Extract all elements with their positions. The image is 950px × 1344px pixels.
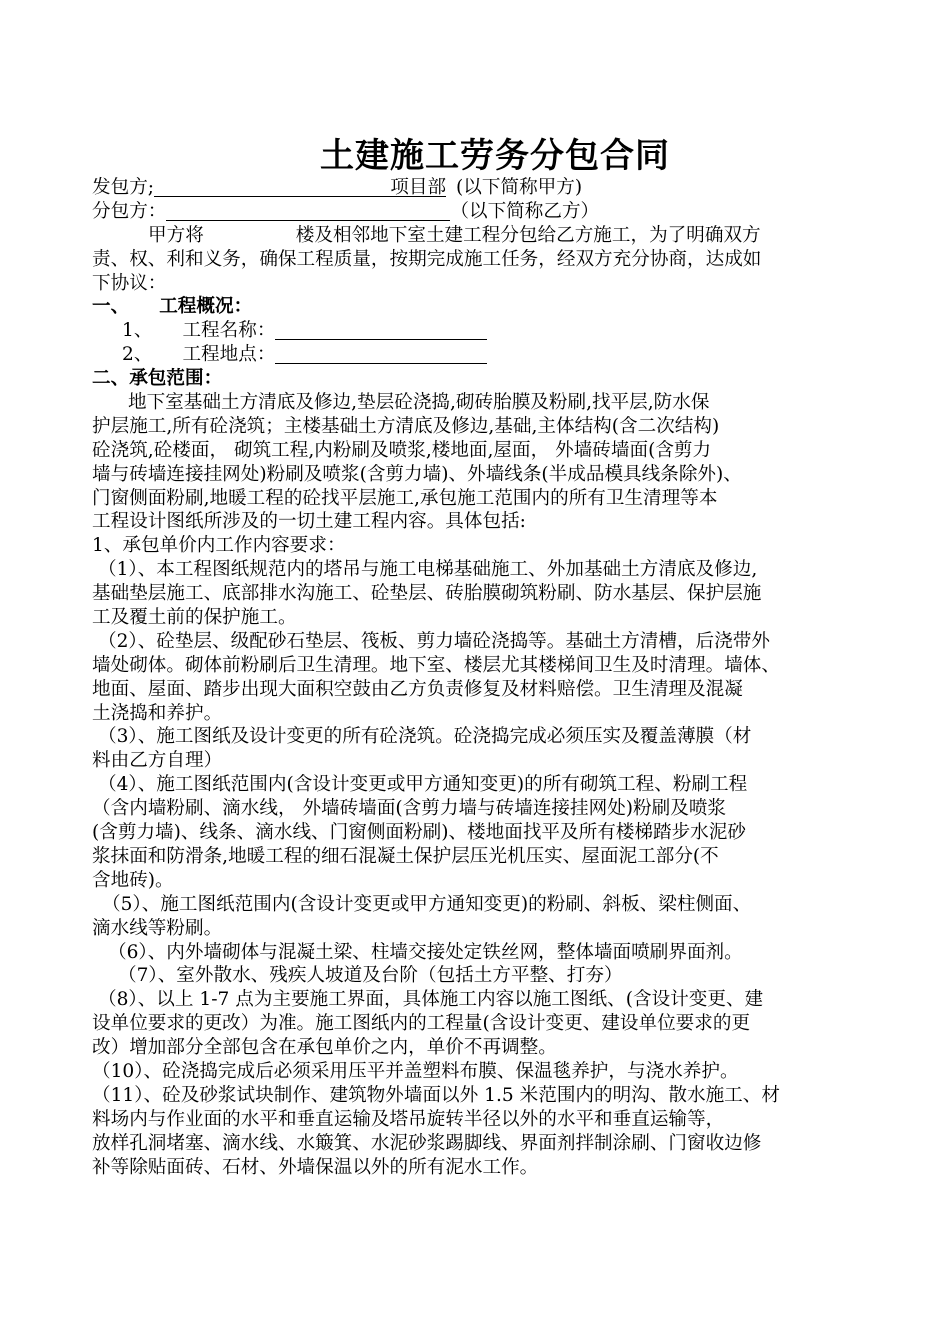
party-b-line — [92, 200, 867, 224]
section-2-heading: 二、承包范围： — [92, 368, 223, 390]
project-location-number: 2、 — [122, 344, 153, 366]
party-b-prefix: 分包方： — [92, 200, 167, 222]
item-11-line: 放样孔洞堵塞、滴水线、水簸箕、水泥砂浆踢脚线、界面剂拌制涂刷、门窗收边修 — [92, 1132, 762, 1154]
item-11-line: （11）、砼及砂浆试块制作、建筑物外墙面以外 1.5 米范围内的明沟、散水施工、材 — [92, 1084, 780, 1106]
scope-para-line: 护层施工,所有砼浇筑；主楼基础土方清底及修边,基础,主体结构(含二次结构) — [92, 415, 720, 437]
item-3-line: （3）、施工图纸及设计变更的所有砼浇筑。砼浇捣完成必须压实及覆盖薄膜（材 — [98, 726, 752, 748]
item-2-line: 墙处砌体。砌体前粉刷后卫生清理。地下室、楼层尤其楼梯间卫生及时清理。墙体、 — [92, 654, 780, 676]
item-4-line: 含地砖)。 — [92, 869, 174, 891]
item-5-line: （5）、施工图纸范围内(含设计变更或甲方通知变更)的粉刷、斜板、梁柱侧面、 — [102, 893, 752, 915]
party-a-prefix: 发包方; — [92, 177, 155, 198]
item-2-line: （2）、砼垫层、级配砂石垫层、筏板、剪力墙砼浇捣等。基础土方清槽，后浇带外 — [98, 630, 770, 652]
scope-para-line: 门窗侧面粉刷,地暖工程的砼找平层施工,承包施工范围内的所有卫生清理等本 — [92, 487, 718, 509]
item-2-line: 地面、屋面、踏步出现大面积空鼓由乙方负责修复及材料赔偿。卫生清理及混凝 — [92, 678, 743, 700]
section-1-number: 一、 — [92, 296, 130, 318]
intro-line-2: 责、权、利和义务，确保工程质量，按期完成施工任务，经双方充分协商，达成如 — [92, 248, 762, 270]
item-3-line: 料由乙方自理） — [92, 750, 223, 772]
item-5-line: 滴水线等粉刷。 — [92, 917, 223, 939]
intro-part-b: 楼及相邻地下室土建工程分包给乙方施工，为了明确双方 — [295, 224, 761, 246]
item-11-line: 料场内与作业面的水平和垂直运输及塔吊旋转半径以外的水平和垂直运输等， — [92, 1108, 725, 1130]
item-1-line: （1）、本工程图纸规范内的塔吊与施工电梯基础施工、外加基础土方清底及修边, — [98, 559, 758, 581]
party-b-blank — [166, 200, 450, 221]
document-body — [92, 176, 867, 1179]
project-name-blank — [275, 319, 487, 340]
intro-line-3: 下协议： — [92, 272, 167, 294]
item-4-line: (含剪力墙)、线条、滴水线、门窗侧面粉刷)、楼地面找平及所有楼梯踏步水泥砂 — [92, 822, 746, 844]
project-location-label: 工程地点： — [182, 344, 276, 366]
item-1-line: 工及覆土前的保护施工。 — [92, 607, 297, 629]
section-1-heading — [92, 295, 867, 319]
item-4-line: （4）、施工图纸范围内(含设计变更或甲方通知变更)的所有砌筑工程、粉刷工程 — [98, 774, 748, 796]
scope-para-line: 砼浇筑,砼楼面， 砌筑工程,内粉刷及喷浆,楼地面,屋面， 外墙砖墙面(含剪力 — [92, 439, 712, 461]
scope-para-line: 地下室基础土方清底及修边,垫层砼浇捣,砌砖胎膜及粉刷,找平层,防水保 — [128, 392, 710, 414]
scope-para-line: 墙与砖墙连接挂网处)粉刷及喷浆(含剪力墙)、外墙线条(半成品模具线条除外)、 — [92, 463, 742, 485]
intro-line-1 — [92, 224, 867, 248]
item-4-line: 浆抹面和防滑条,地暖工程的细石混凝土保护层压光机压实、屋面泥工部分(不 — [92, 845, 719, 867]
party-b-suffix: （以下简称乙方） — [450, 200, 600, 222]
item-7-line: （7）、室外散水、残疾人坡道及台阶（包括土方平整、打夯） — [118, 965, 623, 987]
item-4-line: （含内墙粉刷、滴水线， 外墙砖墙面(含剪力墙与砖墙连接挂网处)粉刷及喷浆 — [92, 798, 727, 820]
section-1-title: 工程概况： — [159, 296, 253, 318]
item-8-line: 设单位要求的更改）为准。施工图纸内的工程量(含设计变更、建设单位要求的更 — [92, 1013, 751, 1035]
party-a-blank — [154, 176, 446, 197]
project-name-label: 工程名称： — [182, 320, 276, 342]
project-location-blank — [275, 343, 487, 364]
item-8-line: 改）增加部分全部包含在承包单价之内，单价不再调整。 — [92, 1037, 557, 1059]
item-2-line: 土浇捣和养护。 — [92, 702, 223, 724]
project-name-line — [92, 319, 867, 343]
item-8-line: （8）、以上 1-7 点为主要施工界面，具体施工内容以施工图纸、(含设计变更、建 — [98, 989, 764, 1011]
party-a-line — [92, 176, 867, 200]
intro-part-a: 甲方将 — [148, 224, 204, 246]
item-1-line: 基础垫层施工、底部排水沟施工、砼垫层、砖胎膜砌筑粉刷、防水基层、保护层施 — [92, 583, 762, 605]
party-a-blank-text: 项目部 — [390, 177, 447, 198]
document-title: 土建施工劳务分包合同 — [320, 136, 670, 176]
item-10-line: （10）、砼浇捣完成后必须采用压平并盖塑料布膜、保温毯养护，与浇水养护。 — [92, 1060, 739, 1082]
party-a-suffix: (以下简称甲方) — [456, 177, 583, 198]
project-location-line — [92, 343, 867, 367]
item-6-line: （6）、内外墙砌体与混凝土梁、柱墙交接处定铁丝网，整体墙面喷刷界面剂。 — [108, 941, 743, 963]
item-11-line: 补等除贴面砖、石材、外墙保温以外的所有泥水工作。 — [92, 1156, 539, 1178]
project-name-number: 1、 — [122, 320, 153, 342]
unit-price-subheading: 1、承包单价内工作内容要求： — [92, 535, 346, 557]
scope-para-line: 工程设计图纸所涉及的一切土建工程内容。具体包括: — [92, 511, 526, 533]
